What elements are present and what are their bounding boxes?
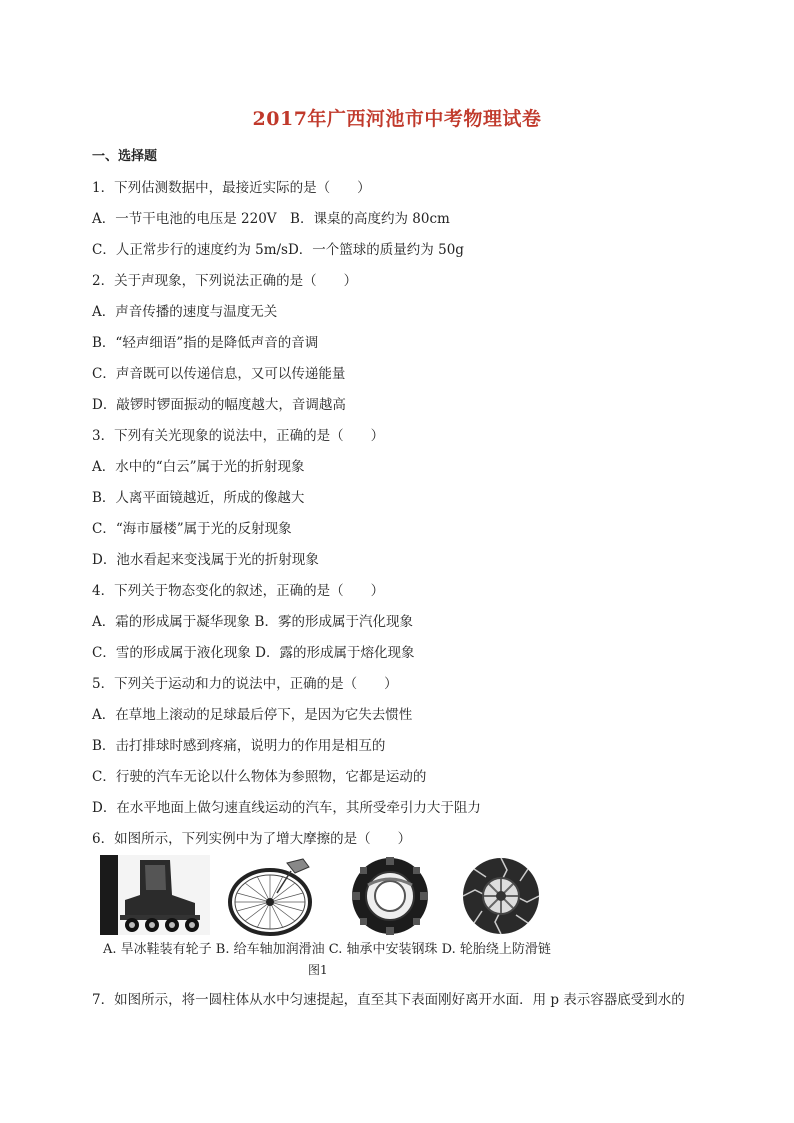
question-line: D．在水平地面上做匀速直线运动的汽车，其所受牵引力大于阻力 [92,800,481,816]
figure-label: 图1 [308,963,328,977]
question-line: 6．如图所示，下列实例中为了增大摩擦的是（ ） [92,831,412,847]
figure-captions: A. 旱冰鞋装有轮子 B. 给车轴加润滑油 C. 轴承中安装钢珠 D. 轮胎绕上防滑链 [103,942,551,957]
question-line: D．池水看起来变浅属于光的折射现象 [92,552,319,568]
question-line: A．水中的“白云”属于光的折射现象 [92,459,305,475]
question-line: A．在草地上滚动的足球最后停下，是因为它失去惯性 [92,707,413,723]
question-line: B．人离平面镜越近，所成的像越大 [92,490,305,506]
question-line: 2．关于声现象，下列说法正确的是（ ） [92,273,358,289]
question-line: 5．下列关于运动和力的说法中，正确的是（ ） [92,676,398,692]
roller-skate-image [100,855,210,935]
question-line: B．“轻声细语”指的是降低声音的音调 [92,335,319,351]
question-line: 4．下列关于物态变化的叙述，正确的是（ ） [92,583,385,599]
question-line: A．声音传播的速度与温度无关 [92,304,278,320]
section-heading: 一、选择题 [92,149,158,164]
question-line: A．霜的形成属于凝华现象 B．雾的形成属于汽化现象 [92,614,413,630]
bicycle-wheel-image [225,855,320,937]
question-line: C．行驶的汽车无论以什么物体为参照物，它都是运动的 [92,769,427,785]
question-line: 3．下列有关光现象的说法中，正确的是（ ） [92,428,385,444]
bearing-image [350,855,430,937]
question-line: 1．下列估测数据中，最接近实际的是（ ） [92,180,371,196]
snow-chain-tire-image [460,855,542,937]
page-title: 2017年广西河池市中考物理试卷 [252,108,542,130]
figure-1 [100,855,580,937]
question-line: C．“海市蜃楼”属于光的反射现象 [92,521,292,537]
question-line: D．敲锣时锣面振动的幅度越大，音调越高 [92,397,346,413]
question-line: 7．如图所示，将一圆柱体从水中匀速提起，直至其下表面刚好离开水面．用 p 表示容器底受到水的 [92,992,685,1008]
question-line: C．人正常步行的速度约为 5m/sD．一个篮球的质量约为 50g [92,242,464,258]
question-line: B．击打排球时感到疼痛，说明力的作用是相互的 [92,738,386,754]
question-line: A．一节干电池的电压是 220V B．课桌的高度约为 80cm [92,211,450,227]
question-line: C．雪的形成属于液化现象 D．露的形成属于熔化现象 [92,645,415,661]
question-line: C．声音既可以传递信息，又可以传递能量 [92,366,346,382]
